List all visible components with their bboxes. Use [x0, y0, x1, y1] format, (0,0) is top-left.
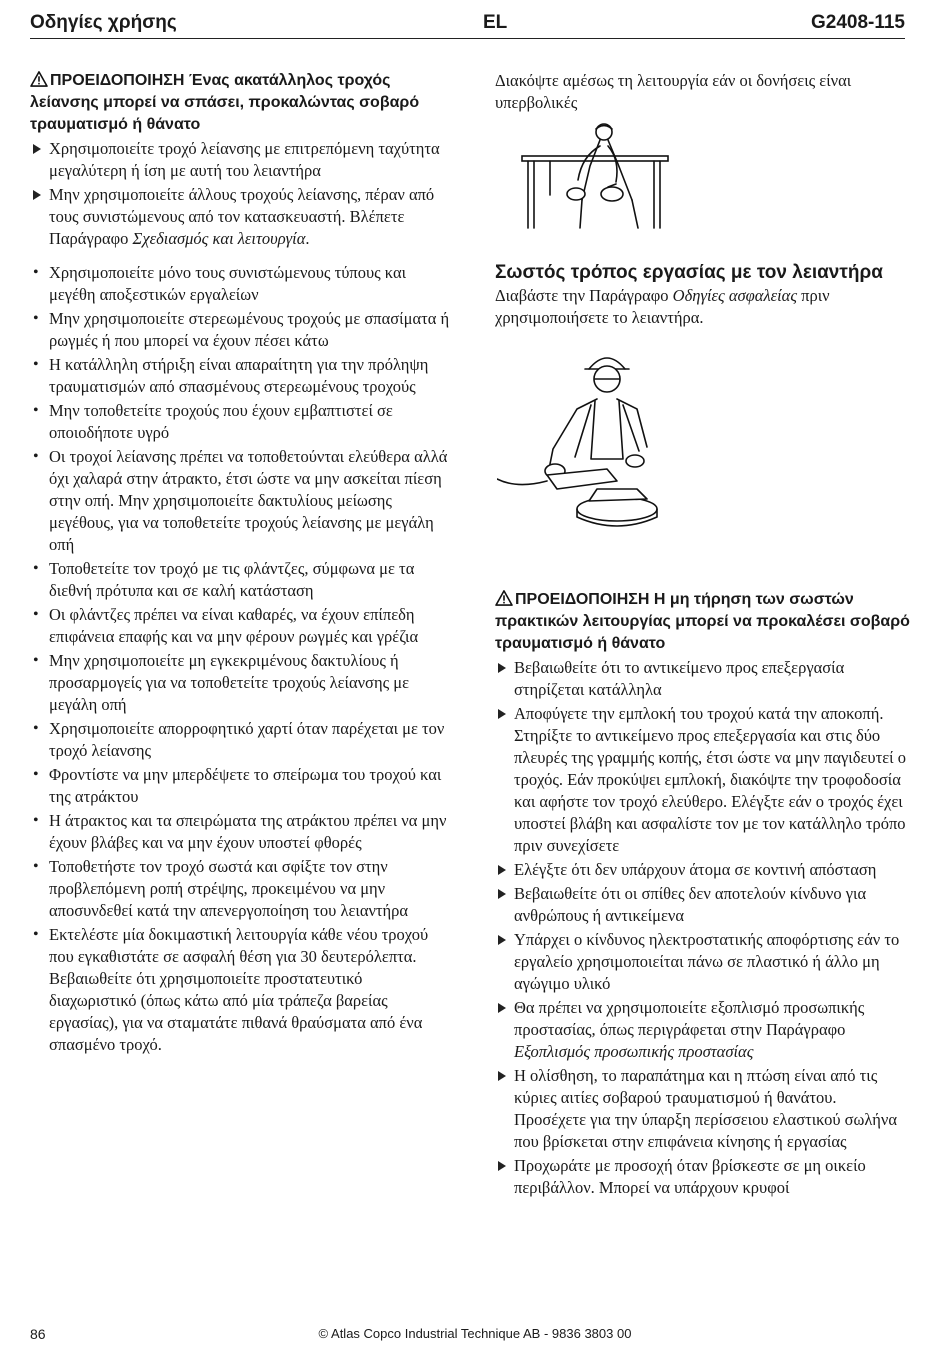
list-item: • Μην χρησιμοποιείτε στερεωμένους τροχούς με σπασίματα ή ρωγμές ή που μπορεί να έχουν πέσει κάτω	[33, 309, 450, 350]
warning-instructions-list	[30, 138, 450, 250]
bullet-triangle-icon	[498, 1161, 506, 1171]
bullet-triangle-icon	[498, 709, 506, 719]
list-item: • Μην τοποθετείτε τροχούς που έχουν εμβαπτιστεί σε οποιοδήποτε υγρό	[33, 401, 393, 442]
section-reference: Σχεδιασμός και λειτουργία	[132, 229, 306, 248]
warning-heading	[495, 589, 910, 655]
list-item: Υπάρχει ο κίνδυνος ηλεκτροστατικής αποφόρτισης εάν το εργαλείο χρησιμοποιείται πάνω σε πλαστικό ή άλλο μη αγώγιμο υλικό	[495, 929, 910, 995]
list-item: Αποφύγετε την εμπλοκή του τροχού κατά την αποκοπή. Στηρίξτε το αντικείμενο προς επεξεργασία και στις δύο πλευρές της γραμμής κοπής, έτσι ώστε να μην παγιδευτεί ο τροχός. Εάν προκύψει εμπλοκή, διακόψτε την τροφοδοσία και αφήστε τον τροχό ελεύθερο. Ελέγξτε εάν ο τροχός έχει υποστεί βλάβη και ασφαλίστε τον με τον κατάλληλο τρόπο πριν συνεχίσετε	[495, 703, 910, 857]
section-reference: Οδηγίες ασφαλείας	[672, 286, 798, 305]
bullet-triangle-icon	[498, 865, 506, 875]
bullet-triangle-icon	[33, 190, 41, 200]
bullet-triangle-icon	[498, 1003, 506, 1013]
warning-title-text: Ένας ακατάλληλος τροχός λείανσης μπορεί να σπάσει, προκαλώντας σοβαρό τραυματισμό ή θάνατο	[30, 72, 420, 133]
list-item: • Μην χρησιμοποιείτε μη εγκεκριμένους δακτυλίους ή προσαρμογείς για να τοποθετείτε τροχούς λείανσης με μεγάλη οπή	[33, 651, 410, 714]
list-item: • Οι τροχοί λείανσης πρέπει να τοποθετούνται ελεύθερα αλλά όχι χαλαρά στην άτρακτο, έτσι ώστε να μην ασκείται πίεση στην οπή. Μην χρησιμοποιείτε δακτυλίους μείωσης μεγέθους, για να τοποθετείτε τροχούς λείανσης με μεγάλη οπή	[33, 447, 448, 554]
warning-triangle-icon	[30, 71, 48, 87]
list-item: • Τοποθετείτε τον τροχό με τις φλάντζες, σύμφωνα με τα διεθνή πρότυπα και σε καλή κατάσταση	[33, 559, 415, 600]
warning-heading	[30, 70, 450, 136]
list-item: Βεβαιωθείτε ότι το αντικείμενο προς επεξεργασία στηρίζεται κατάλληλα	[495, 657, 910, 701]
list-item: • Η άτρακτος και τα σπειρώματα της ατράκτου πρέπει να μην έχουν βλάβες και να μην έχουν υποστεί φθορές	[33, 811, 447, 852]
list-item: • Φροντίστε να μην μπερδέψετε το σπείρωμα του τροχού και της ατράκτου	[33, 765, 442, 806]
wheel-safety-list	[30, 262, 450, 1056]
list-item: • Χρησιμοποιείτε μόνο τους συνιστώμενους τύπους και μεγέθη αποξεστικών εργαλείων	[33, 263, 407, 304]
section-reference: Εξοπλισμός προσωπικής προστασίας	[514, 1042, 754, 1061]
operation-practices-list	[495, 657, 910, 1199]
operator-with-grinder-illustration	[497, 339, 717, 539]
bench-grinding-illustration	[520, 120, 670, 235]
header-document-code: G2408-115	[810, 12, 905, 33]
list-item: Η ολίσθηση, το παραπάτημα και η πτώση είναι από τις κύριες αιτίες σοβαρού τραυματισμού ή θανάτου. Προσέχετε για την ύπαρξη περίσσειου ελαστικού σωλήνα που βρίσκεται στην επιφάνεια κίνησης ή εργασίας	[495, 1065, 910, 1153]
bullet-triangle-icon	[498, 935, 506, 945]
copyright-notice: © Atlas Copco Industrial Technique AB - 9836 3803 00	[318, 1326, 632, 1341]
section-title: Σωστός τρόπος εργασίας με τον λειαντήρα	[495, 262, 883, 283]
bullet-triangle-icon	[498, 663, 506, 673]
right-column	[495, 70, 910, 1201]
list-item: • Η κατάλληλη στήριξη είναι απαραίτητη για την πρόληψη τραυματισμών από σπασμένους στερεωμένους τροχούς	[33, 355, 429, 396]
vibration-note: Διακόψτε αμέσως τη λειτουργία εάν οι δονήσεις είναι υπερβολικές	[495, 71, 852, 112]
warning-label: ΠΡΟΕΙΔΟΠΟΙΗΣΗ	[515, 591, 650, 608]
header-language: EL	[483, 12, 508, 33]
left-column	[30, 70, 450, 1058]
warning-triangle-icon	[495, 590, 513, 606]
list-item: Βεβαιωθείτε ότι οι σπίθες δεν αποτελούν κίνδυνο για ανθρώπους ή αντικείμενα	[495, 883, 910, 927]
list-item: Μην χρησιμοποιείτε άλλους τροχούς λείανσης, πέραν από τους συνιστώμενους από τον κατασκευαστή. Βλέπετε Παράγραφο Σχεδιασμός και λειτουργία.	[30, 184, 450, 250]
list-item: • Οι φλάντζες πρέπει να είναι καθαρές, να έχουν επίπεδη επιφάνεια επαφής και να μην φέρουν ρωγμές και γρέζια	[33, 605, 419, 646]
list-item: • Τοποθετήστε τον τροχό σωστά και σφίξτε τον στην προβλεπόμενη ροπή στρέψης, προκειμένου να μην αποσυνδεθεί κατά την απενεργοποίηση του λειαντήρα	[33, 857, 409, 920]
list-item: Θα πρέπει να χρησιμοποιείτε εξοπλισμό προσωπικής προστασίας, όπως περιγράφεται στην Παράγραφο Εξοπλισμός προσωπικής προστασίας	[495, 997, 910, 1063]
list-item: Προχωράτε με προσοχή όταν βρίσκεστε σε μη οικείο περιβάλλον. Μπορεί να υπάρχουν κρυφοί	[495, 1155, 910, 1199]
header-title: Οδηγίες χρήσης	[30, 12, 177, 33]
bullet-triangle-icon	[498, 889, 506, 899]
page-header	[30, 10, 905, 39]
list-item: • Χρησιμοποιείτε απορροφητικό χαρτί όταν παρέχεται με τον τροχό λείανσης	[33, 719, 445, 760]
list-item: Χρησιμοποιείτε τροχό λείανσης με επιτρεπόμενη ταχύτητα μεγαλύτερη ή ίση με αυτή του λειαντήρα	[30, 138, 450, 182]
page-number: 86	[30, 1326, 46, 1342]
bullet-triangle-icon	[498, 1071, 506, 1081]
list-item: Ελέγξτε ότι δεν υπάρχουν άτομα σε κοντινή απόσταση	[495, 859, 910, 881]
warning-title-text: Η μη τήρηση των σωστών πρακτικών λειτουργίας μπορεί να προκαλέσει σοβαρό τραυματισμό ή θάνατο	[495, 591, 910, 652]
list-item: • Εκτελέστε μία δοκιμαστική λειτουργία κάθε νέου τροχού που εγκαθιστάτε σε ασφαλή θέση για 30 δευτερόλεπτα. Βεβαιωθείτε ότι χρησιμοποιείτε προστατευτικό διαχωριστικό (όπως κάτω από μία τράπεζα βαρείας εργασίας), για να σταματάτε πιθανά θραύσματα από ένα σπασμένο τροχό.	[33, 925, 429, 1054]
bullet-triangle-icon	[33, 144, 41, 154]
warning-label: ΠΡΟΕΙΔΟΠΟΙΗΣΗ	[50, 72, 185, 89]
section-intro: Διαβάστε την Παράγραφο Οδηγίες ασφαλείας πριν χρησιμοποιήσετε το λειαντήρα.	[495, 286, 830, 327]
